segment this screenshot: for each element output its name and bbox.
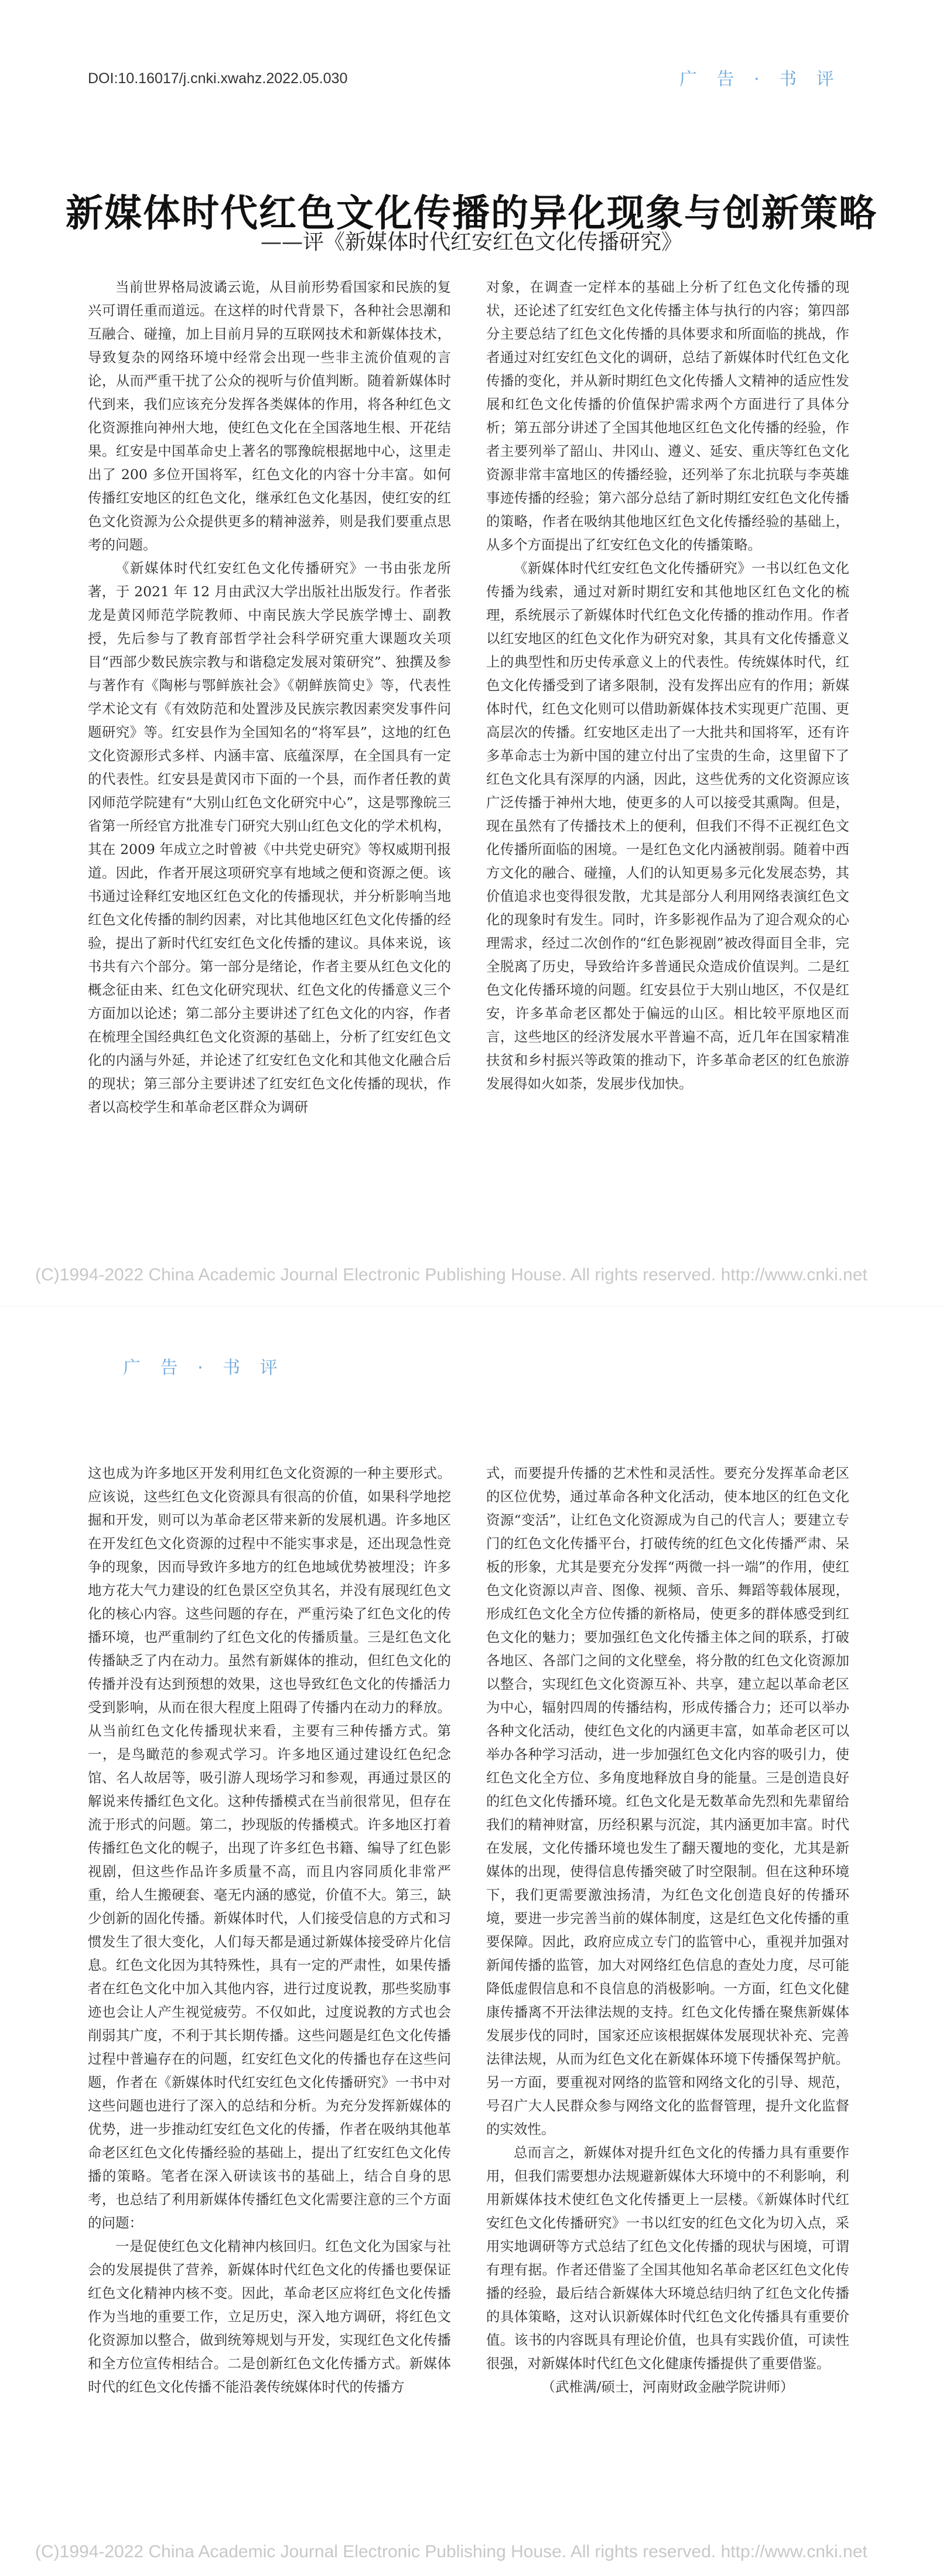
article-title: 新媒体时代红色文化传播的异化现象与创新策略 (66, 192, 877, 235)
article-subtitle: ——评《新媒体时代红安红色文化传播研究》 (260, 230, 682, 254)
section-tag: 广 告 · 书 评 (679, 69, 841, 90)
paragraph: 一是促使红色文化精神内核回归。红色文化为国家与社会的发展提供了营养，新媒体时代红色文化的传播也要保证红色文化精神内核不变。因此，革命老区应将红色文化传播作为当地的重要工作，立足历史，深入地方调研，将红色文化资源加以整合，做到统筹规划与开发，实现红色文化传播和全方位宣传相结合。二是创新红色文化传播方式。新媒体时代的红色文化传播不能沿袭传统媒体时代的传播方 (88, 2238, 451, 2395)
copyright-footer: (C)1994-2022 China Academic Journal Electronic Publishing House. All rights reserved. http://www.cnki.net (35, 1265, 867, 1284)
paragraph: 式，而要提升传播的艺术性和灵活性。要充分发挥革命老区的区位优势，通过革命各种文化活动，使本地区的红色文化资源“变活”，让红色文化资源成为自己的代言人；要建立专门的红色文化传播平台，打破传统的红色文化传播严肃、呆板的形象，尤其是要充分发挥“两微一抖一端”的作用，使红色文化资源以声音、图像、视频、音乐、舞蹈等载体展现，形成红色文化全方位传播的新格局，使更多的群体感受到红色文化的魅力；要加强红色文化传播主体之间的联系，打破各地区、各部门之间的文化壁垒，将分散的红色文化资源加以整合，实现红色文化资源互补、共享，建立起以革命老区为中心，辐射四周的传播结构，形成传播合力；还可以举办各种文化活动，使红色文化的内涵更丰富，如革命老区可以举办各种学习活动，进一步加强红色文化内容的吸引力，使红色文化全方位、多角度地释放自身的能量。三是创造良好的红色文化传播环境。红色文化是无数革命先烈和先辈留给我们的精神财富，历经积累与沉淀，其内涵更加丰富。时代在发展，文化传播环境也发生了翻天覆地的变化，尤其是新媒体的出现，使得信息传播突破了时空限制。但在这种环境下，我们更需要激浊扬清，为红色文化创造良好的传播环境，要进一步完善当前的媒体制度，这是红色文化传播的重要保障。因此，政府应成立专门的监管中心，重视并加强对新闻传播的监管，加大对网络红色信息的查处力度，尽可能降低虚假信息和不良信息的消极影响。一方面，红色文化健康传播离不开法律法规的支持。红色文化传播在聚焦新媒体发展步伐的同时，国家还应该根据媒体发展现状补充、完善法律法规，从而为红色文化在新媒体环境下传播保驾护航。另一方面，要重视对网络的监管和网络文化的引导、规范，号召广大人民群众参与网络文化的监督管理，提升文化监督的实效性。 (486, 1465, 849, 2137)
paragraph: 这也成为许多地区开发利用红色文化资源的一种主要形式。应该说，这些红色文化资源具有很高的价值，如果科学地挖掘和开发，则可以为革命老区带来新的发展机遇。许多地区在开发红色文化资源的过程中不能实事求是，还出现急性竞争的现象，因而导致许多地方的红色地域优势被埋没；许多地方花大气力建设的红色景区空负其名，并没有展现红色文化的核心内容。这些问题的存在，严重污染了红色文化的传播环境，也严重制约了红色文化的传播质量。三是红色文化传播缺乏了内在动力。虽然有新媒体的推动，但红色文化的传播并没有达到预想的效果，这也导致红色文化的传播活力受到影响，从而在很大程度上阻碍了传播内在动力的释放。从当前红色文化传播现状来看，主要有三种传播方式。第一，是鸟瞰范的参观式学习。许多地区通过建设红色纪念馆、名人故居等，吸引游人现场学习和参观，再通过景区的解说来传播红色文化。这种传播模式在当前很常见，但存在流于形式的问题。第二，抄现版的传播模式。许多地区打着传播红色文化的幌子，出现了许多红色书籍、编导了红色影视剧，但这些作品许多质量不高，而且内容同质化非常严重，给人生搬硬套、毫无内涵的感觉，价值不大。第三，缺少创新的固化传播。新媒体时代，人们接受信息的方式和习惯发生了很大变化，人们每天都是通过新媒体接受碎片化信息。红色文化因为其特殊性，具有一定的严肃性，如果传播者在红色文化中加入其他内容，进行过度说教，那些奖励事迹也会让人产生视觉疲劳。不仅如此，过度说教的方式也会削弱其广度，不利于其长期传播。这些问题是红色文化传播过程中普遍存在的问题，红安红色文化的传播也存在这些问题，作者在《新媒体时代红安红色文化传播研究》一书中对这些问题也进行了深入的总结和分析。为充分发挥新媒体的优势，进一步推动红安红色文化的传播，作者在吸纳其他革命老区红色文化传播经验的基础上，提出了红安红色文化传播的策略。笔者在深入研读该书的基础上，结合自身的思考，也总结了利用新媒体传播红色文化需要注意的三个方面的问题： (88, 1465, 451, 2231)
section-tag: 广 告 · 书 评 (123, 1358, 285, 1378)
paragraph: 《新媒体时代红安红色文化传播研究》一书以红色文化传播为线索，通过对新时期红安和其他地区红色文化的梳理，系统展示了新媒体时代红色文化传播的推动作用。作者以红安地区的红色文化作为研究对象，其具有文化传播意义上的典型性和历史传承意义上的代表性。传统媒体时代，红色文化传播受到了诸多限制，没有发挥出应有的作用；新媒体时代，红色文化则可以借助新媒体技术实现更广范围、更高层次的传播。红安地区走出了一大批共和国将军，还有许多革命志士为新中国的建立付出了宝贵的生命，这里留下了红色文化具有深厚的内涵，因此，这些优秀的文化资源应该广泛传播于神州大地，使更多的人可以接受其熏陶。但是，现在虽然有了传播技术上的便利，但我们不得不正视红色文化传播所面临的困境。一是红色文化内涵被削弱。随着中西方文化的融合、碰撞，人们的认知更易多元化发展态势，其价值追求也变得很发散，尤其是部分人利用网络表演红色文化的现象时有发生。同时，许多影视作品为了迎合观众的心理需求，经过二次创作的“红色影视剧”被改得面目全非，完全脱离了历史，导致给许多普通民众造成价值误判。二是红色文化传播环境的问题。红安县位于大别山地区，不仅是红安，许多革命老区都处于偏远的山区。相比较平原地区而言，这些地区的经济发展水平普遍不高，近几年在国家精准扶贫和乡村振兴等政策的推动下，许多革命老区的红色旅游发展得如火如荼，发展步伐加快。 (486, 560, 849, 1092)
author-note: （武椎满/硕士，河南财政金融学院讲师） (541, 2379, 794, 2395)
page2-right-column (486, 1461, 849, 2504)
paragraph: 对象，在调查一定样本的基础上分析了红色文化传播的现状，还论述了红安红色文化传播主体与执行的内容；第四部分主要总结了红色文化传播的具体要求和所面临的挑战，作者通过对红安红色文化的调研，总结了新媒体时代红色文化传播的变化，并从新时期红色文化传播人文精神的适应性发展和红色文化传播的价值保护需求两个方面进行了具体分析；第五部分讲述了全国其他地区红色文化传播的经验，作者主要列举了韶山、井冈山、遵义、延安、重庆等红色文化资源非常丰富地区的传播经验，还列举了东北抗联与李英雄事迹传播的经验；第六部分总结了新时期红安红色文化传播的策略，作者在吸纳其他地区红色文化传播经验的基础上，从多个方面提出了红安红色文化的传播策略。 (486, 279, 849, 553)
paragraph: 当前世界格局波谲云诡，从目前形势看国家和民族的复兴可谓任重而道远。在这样的时代背景下，各种社会思潮和互融合、碰撞，加上目前月异的互联网技术和新媒体技术，导致复杂的网络环境中经常会出现一些非主流价值观的言论，从而严重干扰了公众的视听与价值判断。随着新媒体时代到来，我们应该充分发挥各类媒体的作用，将各种红色文化资源推向神州大地，使红色文化在全国落地生根、开花结果。红安是中国革命史上著名的鄂豫皖根据地中心，这里走出了 200 多位开国将军，红色文化的内容十分丰富。如何传播红安地区的红色文化，继承红色文化基因，使红安的红色文化资源为公众提供更多的精神滋养，则是我们要重点思考的问题。 (88, 279, 451, 553)
paragraph: 《新媒体时代红安红色文化传播研究》一书由张龙所著，于 2021 年 12 月由武汉大学出版社出版发行。作者张龙是黄冈师范学院教师、中南民族大学民族学博士、副教授，先后参与了教育部哲学社会科学研究重大课题攻关项目“西部少数民族宗教与和谐稳定发展对策研究”、独撰及参与著作有《陶彬与鄂鲜族社会》《朝鲜族简史》等，代表性学术论文有《有效防范和处置涉及民族宗教因素突发事件问题研究》等。红安县作为全国知名的“将军县”，这地的红色文化资源形式多样、内涵丰富、底蕴深厚，在全国具有一定的代表性。红安县是黄冈市下面的一个县，而作者任教的黄冈师范学院建有“大别山红色文化研究中心”，这是鄂豫皖三省第一所经官方批准专门研究大别山红色文化的学术机构，其在 2009 年成立之时曾被《中共党史研究》等权威期刊报道。因此，作者开展这项研究享有地域之便和资源之便。该书通过诠释红安地区红色文化的传播现状，并分析影响当地红色文化传播的制约因素，对比其他地区红色文化传播的经验，提出了新时代红安红色文化传播的建议。具体来说，该书共有六个部分。第一部分是绪论，作者主要从红色文化的概念征由来、红色文化研究现状、红色文化的传播意义三个方面加以论述；第二部分主要讲述了红色文化的内容，作者在梳理全国经典红色文化资源的基础上，分析了红安红色文化的内涵与外延，并论述了红安红色文化和其他文化融合后的现状；第三部分主要讲述了红安红色文化传播的现状，作者以高校学生和革命老区群众为调研 (88, 560, 451, 1115)
page-divider (0, 1306, 943, 1307)
page1-right-column (486, 275, 849, 1230)
page1-left-column (88, 275, 451, 1230)
page2-left-column (88, 1461, 451, 2504)
paragraph: 总而言之，新媒体对提升红色文化的传播力具有重要作用，但我们需要想办法规避新媒体大环境中的不利影响，利用新媒体技术使红色文化传播更上一层楼。《新媒体时代红安红色文化传播研究》一书以红安的红色文化为切入点，采用实地调研等方式总结了红色文化传播的现状与困境，可谓有理有据。作者还借鉴了全国其他知名革命老区红色文化传播的经验，最后结合新媒体大环境总结归纳了红色文化传播的具体策略，这对认识新媒体时代红色文化传播具有重要价值。该书的内容既具有理论价值，也具有实践价值，可读性很强，对新媒体时代红色文化健康传播提供了重要借鉴。 (486, 2144, 849, 2372)
copyright-footer: (C)1994-2022 China Academic Journal Electronic Publishing House. All rights reserved. http://www.cnki.net (35, 2542, 867, 2561)
doi-label: DOI:10.16017/j.cnki.xwahz.2022.05.030 (88, 70, 348, 87)
